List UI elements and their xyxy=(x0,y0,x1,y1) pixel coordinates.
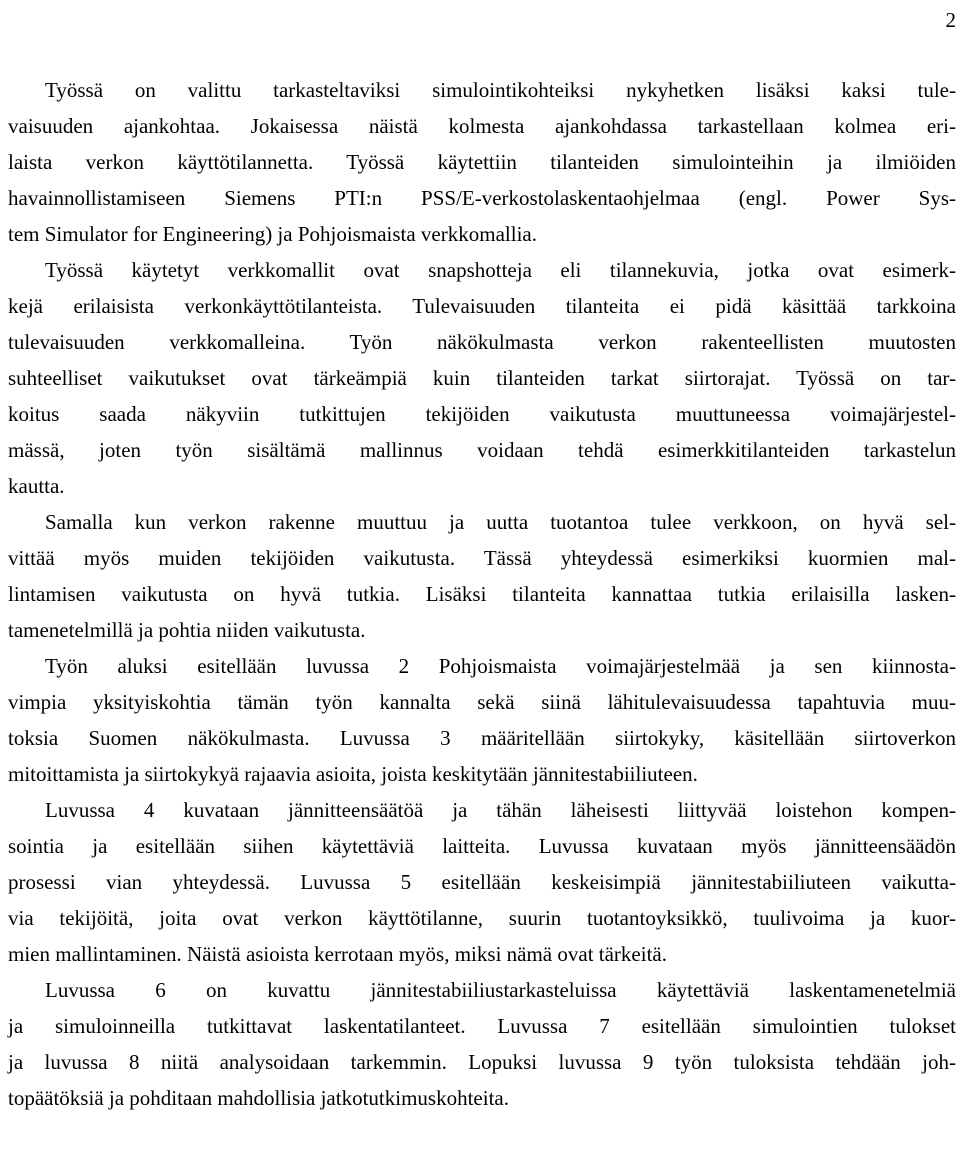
text-line: mitoittamista ja siirtokykyä rajaavia asioita, joista keskitytään jännitestabiiliuteen. xyxy=(8,762,698,786)
text-line: koitus saada näkyviin tutkittujen tekijöiden vaikutusta muuttuneessa voimajärjestel- xyxy=(8,402,956,426)
text-line: sointia ja esitellään siihen käytettäviä laitteita. Luvussa kuvataan myös jännitteensäädön xyxy=(8,834,956,858)
text-line: kautta. xyxy=(8,474,65,498)
text-line: vimpia yksityiskohtia tämän työn kannalta sekä siinä lähitulevaisuudessa tapahtuvia muu- xyxy=(8,690,956,714)
text-line: ja simuloinneilla tutkittavat laskentatilanteet. Luvussa 7 esitellään simulointien tulokset xyxy=(8,1014,956,1038)
page-number: 2 xyxy=(945,8,956,32)
text-line: tulevaisuuden verkkomalleina. Työn näkökulmasta verkon rakenteellisten muutosten xyxy=(8,330,956,354)
text-line: havainnollistamiseen Siemens PTI:n PSS/E-verkostolaskentaohjelmaa (engl. Power Sys- xyxy=(8,186,956,210)
text-line: lintamisen vaikutusta on hyvä tutkia. Lisäksi tilanteita kannattaa tutkia erilaisilla lasken- xyxy=(8,582,956,606)
text-line: Työssä on valittu tarkasteltaviksi simulointikohteiksi nykyhetken lisäksi kaksi tule- xyxy=(45,78,956,102)
text-line: Luvussa 6 on kuvattu jännitestabiiliustarkasteluissa käytettäviä laskentamenetelmiä xyxy=(45,978,956,1002)
text-line: Luvussa 4 kuvataan jännitteensäätöä ja tähän läheisesti liittyvää loistehon kompen- xyxy=(45,798,956,822)
text-line: mien mallintaminen. Näistä asioista kerrotaan myös, miksi nämä ovat tärkeitä. xyxy=(8,942,667,966)
paragraph-chapters-2-3 xyxy=(8,648,956,792)
paragraph-chapters-4-5 xyxy=(8,792,956,972)
text-line: mässä, joten työn sisältämä mallinnus voidaan tehdä esimerkkitilanteiden tarkastelun xyxy=(8,438,956,462)
text-line: prosessi vian yhteydessä. Luvussa 5 esitellään keskeisimpiä jännitestabiiliuteen vaikutta- xyxy=(8,870,956,894)
text-line: laista verkon käyttötilannetta. Työssä käytettiin tilanteiden simulointeihin ja ilmiöiden xyxy=(8,150,956,174)
text-line: topäätöksiä ja pohditaan mahdollisia jatkotutkimuskohteita. xyxy=(8,1086,509,1110)
paragraph-intro xyxy=(8,72,956,504)
text-line: tamenetelmillä ja pohtia niiden vaikutusta. xyxy=(8,618,366,642)
paragraph-chapters-6-9 xyxy=(8,972,956,1116)
paragraph-other-factors xyxy=(8,504,956,648)
text-line: Samalla kun verkon rakenne muuttuu ja uutta tuotantoa tulee verkkoon, on hyvä sel- xyxy=(45,510,956,534)
text-line: vaisuuden ajankohtaa. Jokaisessa näistä kolmesta ajankohdassa tarkastellaan kolmea eri- xyxy=(8,114,956,138)
text-line: toksia Suomen näkökulmasta. Luvussa 3 määritellään siirtokyky, käsitellään siirtoverkon xyxy=(8,726,956,750)
text-line: vittää myös muiden tekijöiden vaikutusta. Tässä yhteydessä esimerkiksi kuormien mal- xyxy=(8,546,956,570)
text-line: Työssä käytetyt verkkomallit ovat snapshotteja eli tilannekuvia, jotka ovat esimerk- xyxy=(45,258,956,282)
text-line: Työn aluksi esitellään luvussa 2 Pohjoismaista voimajärjestelmää ja sen kiinnosta- xyxy=(45,654,956,678)
text-line: ja luvussa 8 niitä analysoidaan tarkemmin. Lopuksi luvussa 9 työn tuloksista tehdään joh- xyxy=(8,1050,956,1074)
text-line: via tekijöitä, joita ovat verkon käyttötilanne, suurin tuotantoyksikkö, tuulivoima ja kuor- xyxy=(8,906,956,930)
text-line: kejä erilaisista verkonkäyttötilanteista. Tulevaisuuden tilanteita ei pidä käsittää tarkkoina xyxy=(8,294,956,318)
body-text xyxy=(8,72,956,1116)
text-line: suhteelliset vaikutukset ovat tärkeämpiä kuin tilanteiden tarkat siirtorajat. Työssä on tar- xyxy=(8,366,956,390)
text-line: tem Simulator for Engineering) ja Pohjoismaista verkkomallia. xyxy=(8,222,537,246)
